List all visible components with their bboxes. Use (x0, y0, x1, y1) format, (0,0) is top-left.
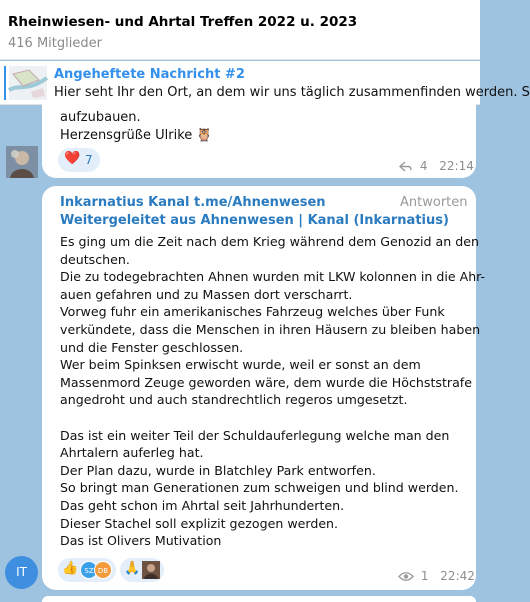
reactor-avatar (94, 561, 112, 579)
pinned-text: Hier seht Ihr den Ort, an dem wir uns täglich zusammenfinden werden. S (54, 85, 530, 100)
forward-source-link[interactable]: Inkarnatius Kanal t.me/Ahnenwesen (60, 195, 326, 210)
reactor-avatar-photo (142, 561, 160, 579)
message-text-line: Es ging um die Zeit nach dem Krieg während dem Genozid an den (60, 234, 479, 249)
view-count: 1 (420, 569, 429, 583)
message-bubble[interactable] (42, 104, 476, 178)
message-meta (398, 569, 475, 583)
avatar-initials: IT (16, 565, 27, 579)
message-time: 22:14 (439, 159, 474, 173)
pinned-title: Angeheftete Nachricht #2 (54, 67, 245, 82)
reactor-initials: DB (97, 567, 109, 575)
sender-avatar-initials[interactable] (5, 556, 38, 589)
message-text-line: Massenmord Zeuge geworden wäre, dem wurde die Höchststrafe (60, 374, 472, 390)
pinned-message-bar[interactable] (0, 61, 530, 105)
reaction-pray[interactable] (120, 558, 164, 582)
pray-icon: 🙏 (124, 561, 141, 576)
message-text-line: Die zu todegebrachten Ahnen wurden mit LKW kolonnen in die Ahr- (60, 269, 486, 285)
forward-icon (399, 161, 412, 172)
forwarded-from-label[interactable]: Weitergeleitet aus Ahnenwesen | Kanal (Inkarnatius) (60, 213, 449, 228)
sender-avatar-photo[interactable] (6, 146, 38, 178)
pinned-thumbnail (9, 66, 47, 100)
message-text-line: aufzubauen. (60, 110, 141, 125)
heart-icon: ❤️ (64, 151, 81, 166)
share-count: 4 (419, 159, 428, 173)
message-text-line: Das ist ein weiter Teil der Schuldauferlegung welche man den (60, 427, 450, 443)
message-blank-line (60, 409, 470, 427)
forwarded-message-bubble[interactable] (42, 186, 486, 590)
message-text-line: und die Fenster geschlossen. (60, 339, 244, 355)
message-text-line: Vorweg fuhr ein amerikanisches Fahrzeug welches über Funk (60, 304, 445, 320)
thumbs-up-icon: 👍 (62, 561, 79, 576)
reaction-count: 7 (85, 153, 93, 167)
message-text-line: auen gefahren und zu Massen dort verscharrt. (60, 286, 353, 302)
chat-title: Rheinwiesen- und Ahrtal Treffen 2022 u. 2023 (8, 14, 358, 30)
message-text-line: Der Plan dazu, wurde in Blatchley Park entworfen. (60, 462, 376, 478)
message-text-line: verkündete, dass die Menschen in ihren Häusern zu bleiben haben (60, 321, 481, 337)
message-text-line: Das geht schon im Ahrtal seit Jahrhunderten. (60, 497, 345, 513)
message-text-line: Ahrtalern auferleg hat. (60, 445, 204, 461)
eye-icon (398, 571, 414, 582)
reply-button[interactable]: Antworten (400, 195, 468, 210)
message-text-line: angedroht und auch standrechtlich regeros umgesetzt. (60, 392, 408, 408)
message-text-line: Herzensgrüße Ulrike 🦉 (60, 128, 213, 143)
message-text-line: So bringt man Generationen zum schweigen und blind werden. (60, 480, 459, 496)
chat-header[interactable] (0, 0, 480, 60)
reaction-heart[interactable] (58, 148, 100, 172)
message-body (60, 233, 486, 550)
pinned-indicator (4, 66, 6, 100)
message-text-line: deutschen. (60, 251, 130, 267)
member-count: 416 Mitglieder (8, 36, 102, 51)
message-text-line: Dieser Stachel soll explizit gezogen werden. (60, 515, 339, 531)
reaction-thumbs-up[interactable] (58, 558, 116, 582)
reactor-initials: SZ (84, 567, 94, 575)
message-time: 22:42 (440, 569, 475, 583)
message-meta (399, 159, 474, 173)
next-message-edge (42, 596, 476, 602)
message-text-line: Wer beim Spinksen erwischt wurde, weil er sonst an dem (60, 357, 421, 373)
message-text-line: Das ist Olivers Mutivation (60, 533, 222, 549)
